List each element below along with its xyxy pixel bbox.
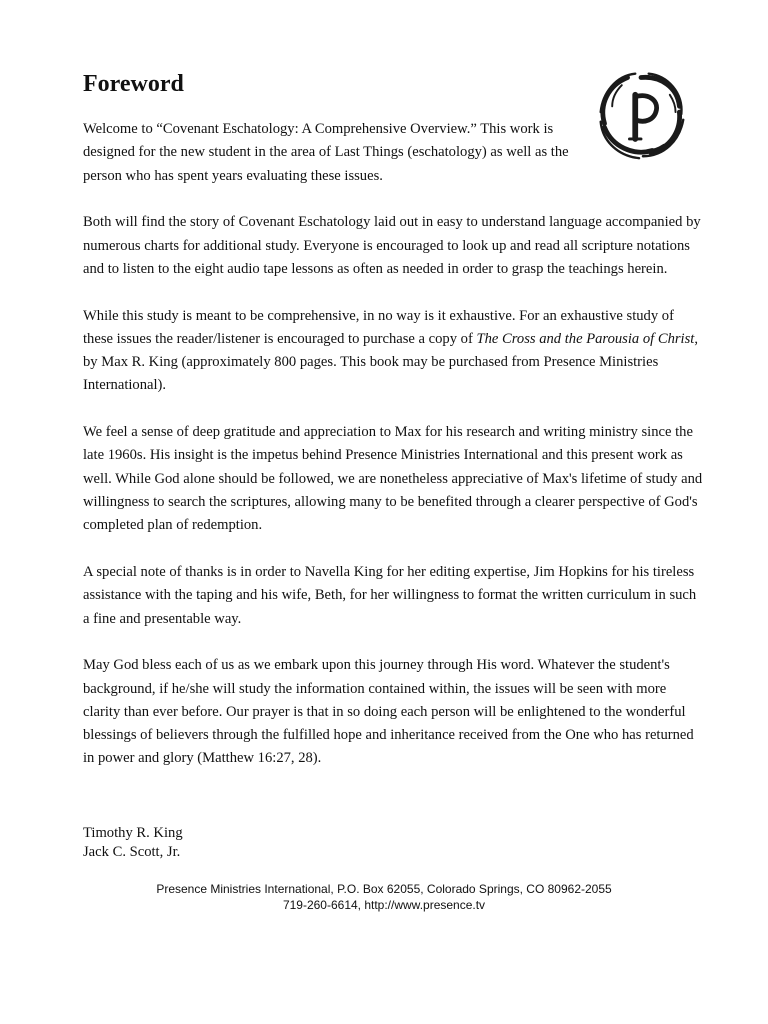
signature-name: Timothy R. King xyxy=(83,825,183,841)
signature-name: Jack C. Scott, Jr. xyxy=(83,844,181,860)
paragraph-text: , by Max R. King (approximately 800 pages. This book may be purchased from Presence Ministries International). xyxy=(83,330,698,394)
footer-contact: 719-260-6614, http://www.presence.tv xyxy=(282,897,486,912)
page-title: Foreword xyxy=(83,71,184,97)
paragraph: Welcome to “Covenant Eschatology: A Comprehensive Overview.” This work is designed for the new student in the area of Last Things (eschatology) as well as the person who has spent years evaluating these issues. xyxy=(83,121,569,184)
paragraph-text: While this study is meant to be comprehensive, in no way is it exhaustive. For an exhaustive study of these issues the reader/listener is encouraged to purchase a copy of xyxy=(83,307,674,347)
signature-block xyxy=(83,824,183,862)
book-title: The Cross and the Parousia of Christ xyxy=(476,330,695,347)
paragraph: Both will find the story of Covenant Eschatology laid out in easy to understand language accompanied by numerous charts for additional study. Everyone is encouraged to look up and read all scripture notations and to listen to the eight audio tape lessons as often as needed in order to grasp the teachings herein. xyxy=(83,214,701,277)
page-footer xyxy=(0,882,768,913)
paragraph: May God bless each of us as we embark upon this journey through His word. Whatever the student's background, if he/she will study the information contained within, the issues will be seen with more clarity than ever before. Our prayer is that in so doing each person will be enlightened to the wonderful blessings of believers through the fulfilled hope and inheritance received from the One who has returned in power and glory (Matthew 16:27, 28). xyxy=(83,657,694,767)
paragraph: A special note of thanks is in order to Navella King for her editing expertise, Jim Hopkins for his tireless assistance with the taping and his wife, Beth, for her willingness to format the written curriculum in such a fine and presentable way. xyxy=(83,564,697,627)
foreword-body xyxy=(83,118,703,794)
paragraph: We feel a sense of deep gratitude and appreciation to Max for his research and writing ministry since the late 1960s. His insight is the impetus behind Presence Ministries International and this present work as well. While God alone should be followed, we are nonetheless appreciative of Max's lifetime of study and willingness to search the scriptures, allowing many to be benefited through a clearer perspective of God's completed plan of redemption. xyxy=(83,424,703,534)
paragraph xyxy=(83,305,703,398)
footer-address: Presence Ministries International, P.O. Box 62055, Colorado Springs, CO 80962-2055 xyxy=(156,882,612,896)
